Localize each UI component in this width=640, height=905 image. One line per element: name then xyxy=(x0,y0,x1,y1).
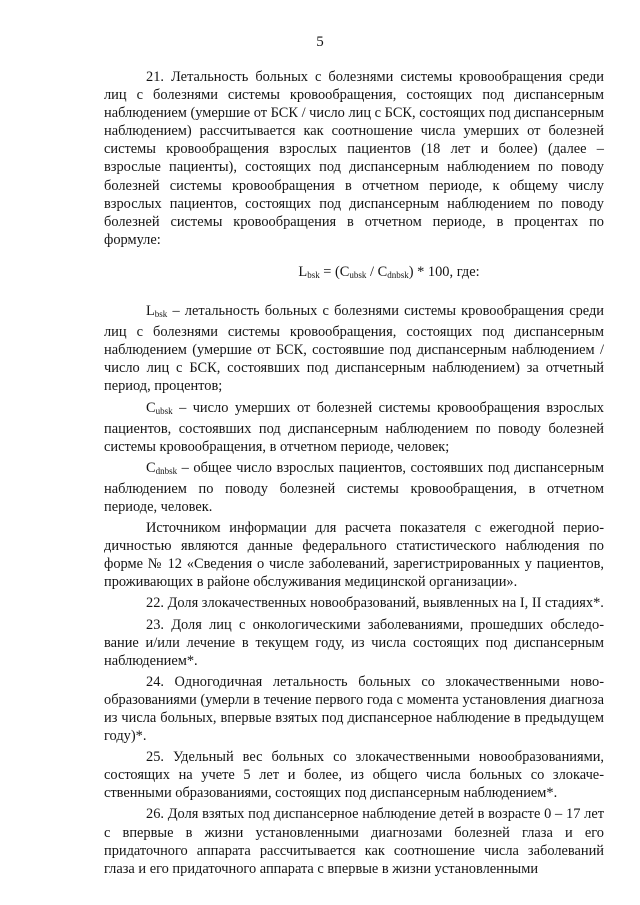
definition-symbol xyxy=(146,400,173,416)
definition-lbsk xyxy=(104,302,604,395)
definition-symbol-letter: C xyxy=(146,459,156,476)
definition-symbol xyxy=(146,460,177,476)
item-26: 26. Доля взятых под диспансерное наблюдение детей в возрасте 0 – 17 лет с впервые в жизни установленными диагнозами болезней глаза и его придаточного аппарата рассчитывается как соотношение числа заболеваний глаза и его придаточного аппарата с впервые в жизни установленными xyxy=(104,806,604,877)
source-paragraph: Источником информации для расчета показателя с ежегодной периодичностью являются данные федерального статистического наблюдения по форме № 12 «Сведения о числе заболеваний, зарегистрированных у пациентов, проживающих в районе обслуживания медицинской организации». xyxy=(104,520,604,591)
item-22: 22. Доля злокачественных новообразований, выявленных на I, II стадиях*. xyxy=(146,595,604,612)
definition-symbol-letter: L xyxy=(146,303,155,320)
definition-symbol-subscript: ubsk xyxy=(155,405,173,416)
definition-cubsk xyxy=(104,399,604,456)
formula-slash: / C xyxy=(366,263,388,280)
definition-symbol-subscript: dnbsk xyxy=(155,465,178,476)
formula-tail: ) * 100, где: xyxy=(408,263,480,280)
formula-lhs-subscript: bsk xyxy=(307,269,320,280)
formula xyxy=(104,263,604,284)
definition-symbol-subscript: bsk xyxy=(154,309,168,320)
definition-text: – летальность больных с болезнями системы кровообращения среди лиц с болезнями системы кровообращения, состоящих под диспансерным наблюдением (умершие от БСК, состоявшие под диспансерным наблюдением / число лиц с БСК, состоявших под диспансерным наблюдением) за отчетный период, процентов; xyxy=(104,303,604,395)
definition-text: – общее число взрослых пациентов, состоявших под диспансерным наблюдением по поводу болезней системы кровообращения, в отчетном периоде, человек. xyxy=(104,459,604,515)
definition-symbol xyxy=(146,303,167,319)
page-number: 5 xyxy=(316,34,324,50)
formula-equals-open: = (C xyxy=(319,263,350,280)
formula-numerator-subscript: ubsk xyxy=(349,269,367,280)
paragraph-21: 21. Летальность больных с болезнями системы кровообращения среди лиц с болезнями системы кровообращения, состоящих под диспансерным наблюдением (умершие от БСК / число лиц с БСК, состоящих под диспансерным наблюдением) рассчитывается как соотношение числа умерших от болезней системы кровообращения взрослых пациентов (18 лет и более) (далее – взрослые пациенты), состоящих под диспансерным наблюдением по поводу болезней системы кровообращения в отчетном периоде, к общему числу взрослых пациентов, состоящих под диспансерным наблюдением по поводу болезней системы кровообращения в отчетном периоде, в процентах по формуле: xyxy=(104,69,604,248)
document-body xyxy=(104,68,604,878)
formula-denominator-subscript: dnbsk xyxy=(387,269,409,280)
formula-lhs: L xyxy=(298,263,308,280)
definition-symbol-letter: C xyxy=(146,399,156,416)
item-23: 23. Доля лиц с онкологическими заболеваниями, прошедших обследование и/или лечение в текущем году, из числа состоящих под диспансерным наблюдением*. xyxy=(104,616,604,669)
item-24: 24. Одногодичная летальность больных со злокачественными новообразованиями (умерли в течение первого года с момента установления диагноза из числа больных, впервые взятых под диспансерное наблюдение в предыдущем году)*. xyxy=(104,673,604,745)
item-25: 25. Удельный вес больных со злокачественными новообразованиями, состоящих на учете 5 лет и более, из общего числа больных со злокачественными образованиями, состоящих под диспансерным наблюдением*. xyxy=(104,749,604,802)
definition-text: – число умерших от болезней системы кровообращения взрослых пациентов, состоявших под диспансерным наблюдением по поводу болезней системы кровообращения, в отчетном периоде, человек; xyxy=(104,399,604,455)
definition-cdnbsk xyxy=(104,459,604,516)
